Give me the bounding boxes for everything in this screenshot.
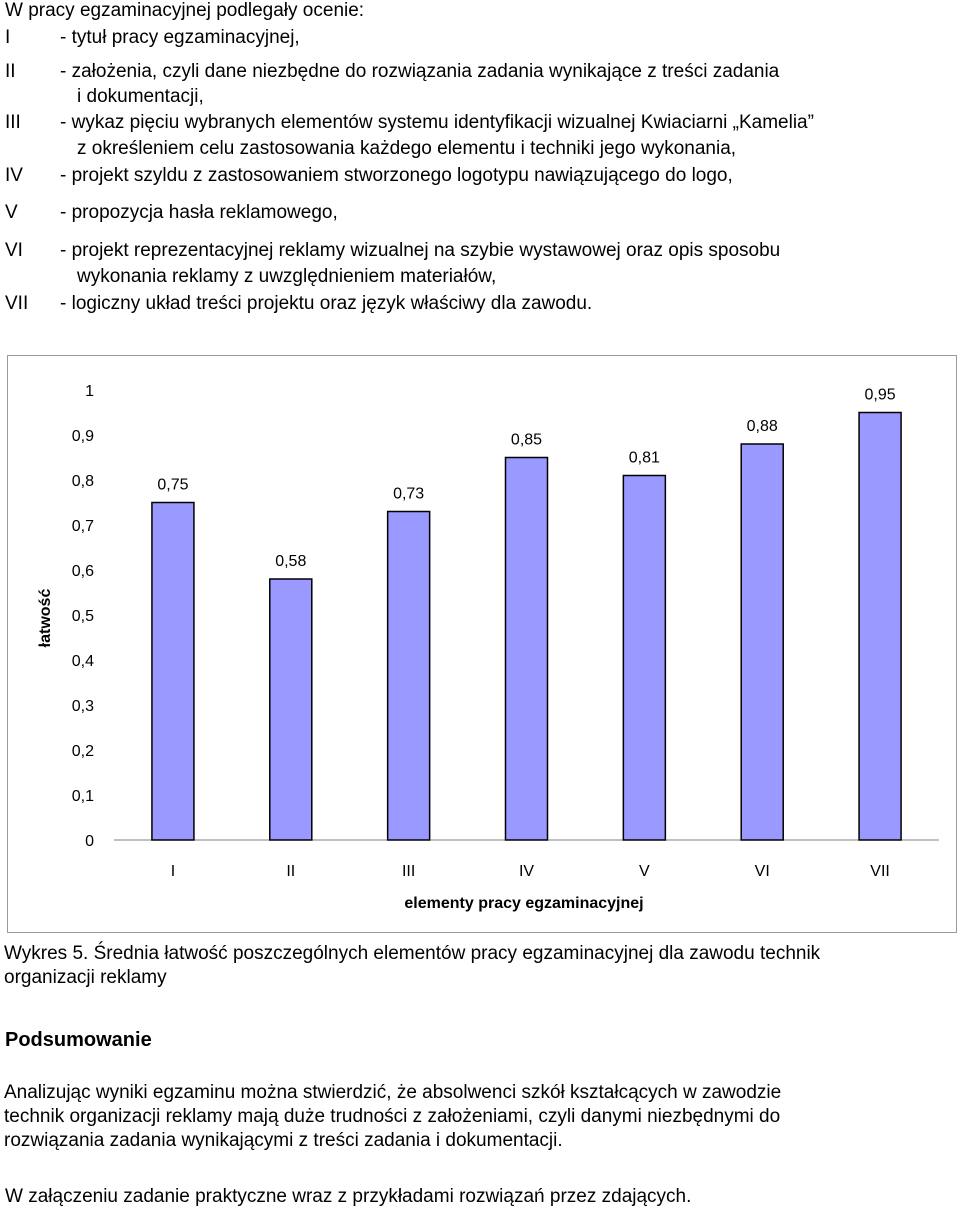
x-tick-label: VI [754, 863, 770, 880]
intro-text: W pracy egzaminacyjnej podlegały ocenie: [5, 0, 365, 21]
bar [623, 476, 665, 841]
criteria-text: - założenia, czyli dane niezbędne do rozwiązania zadania wynikające z treści zadania [60, 61, 780, 82]
x-tick-label: I [170, 863, 176, 880]
chart-caption [4, 942, 934, 990]
bar-value-label: 0,88 [746, 418, 778, 435]
y-tick-label: 0,5 [71, 608, 94, 625]
criteria-text: z określeniem celu zastosowania każdego elementu i techniki jego wykonania, [77, 138, 737, 159]
criteria-number: III [5, 112, 21, 133]
bar-value-label: 0,58 [275, 553, 307, 570]
criteria-text: - projekt szyldu z zastosowaniem stworzonego logotypu nawiązującego do logo, [60, 165, 733, 186]
summary-heading: Podsumowanie [5, 1029, 152, 1051]
summary-line: Analizując wyniki egzaminu można stwierdzić, że absolwenci szkół kształcących w zawodzie [4, 1082, 782, 1103]
y-tick-label: 0,9 [71, 428, 94, 445]
bar-value-label: 0,85 [510, 431, 543, 449]
y-tick-label: 0,4 [71, 653, 94, 670]
y-axis-label: łatwość [37, 588, 54, 648]
x-tick-labels [171, 863, 890, 880]
bar-value-label: 0,81 [628, 449, 660, 467]
bars [152, 413, 901, 841]
criteria-number: I [5, 27, 11, 48]
bar-value-label: 0,73 [393, 485, 425, 503]
bar [859, 413, 901, 841]
criteria-text: - propozycja hasła reklamowego, [60, 202, 338, 223]
bar [388, 512, 430, 841]
bar-value-label: 0,75 [157, 476, 189, 494]
bar [506, 458, 548, 841]
criteria-text: - wykaz pięciu wybranych elementów systemu identyfikacji wizualnej Kwiaciarni „Kamelia” [60, 112, 814, 133]
y-tick-label: 0,8 [71, 473, 94, 490]
summary-line: technik organizacji reklamy mają duże trudności z założeniami, czyli danymi niezbędnymi do [4, 1106, 781, 1127]
summary-paragraph [4, 1081, 934, 1153]
x-tick-label: IV [518, 863, 535, 880]
criteria-number: VII [5, 293, 29, 314]
criteria-text: - logiczny układ treści projektu oraz język właściwy dla zawodu. [60, 293, 593, 314]
criteria-number: II [5, 61, 16, 82]
summary-line: rozwiązania zadania wynikającymi z treści zadania i dokumentacji. [4, 1130, 563, 1151]
y-tick-label: 0,6 [71, 563, 94, 580]
chart-frame [7, 355, 957, 933]
criteria-number: VI [5, 240, 23, 261]
criteria-text: - tytuł pracy egzaminacyjnej, [60, 27, 300, 48]
criteria-number: IV [5, 165, 23, 186]
bar [152, 503, 194, 841]
y-tick-label: 0,7 [71, 518, 94, 535]
appendix-note: W załączeniu zadanie praktyczne wraz z przykładami rozwiązań przez zdających. [5, 1186, 692, 1207]
caption-line: organizacji reklamy [4, 967, 167, 988]
y-tick-label: 0,3 [71, 698, 94, 715]
criteria-text: i dokumentacji, [77, 86, 204, 107]
caption-line: Wykres 5. Średnia łatwość poszczególnych elementów pracy egzaminacyjnej dla zawodu technik [4, 943, 821, 964]
y-tick-label: 0,2 [71, 743, 94, 760]
x-tick-label: VII [870, 863, 890, 880]
bar [741, 444, 783, 840]
bar [270, 579, 312, 840]
x-tick-label: III [401, 863, 416, 880]
criteria-text: wykonania reklamy z uwzględnieniem materiałów, [77, 266, 497, 287]
bar-value-label: 0,95 [864, 386, 896, 404]
bar-chart [8, 356, 956, 932]
y-tick-labels [72, 383, 94, 850]
x-tick-label: II [286, 863, 296, 880]
y-tick-label: 1 [85, 383, 94, 400]
x-axis-label: elementy pracy egzaminacyjnej [404, 895, 644, 912]
criteria-text: - projekt reprezentacyjnej reklamy wizualnej na szybie wystawowej oraz opis sposobu [60, 240, 781, 261]
y-tick-label: 0 [85, 833, 94, 850]
y-tick-label: 0,1 [71, 788, 94, 805]
x-tick-label: V [639, 863, 650, 880]
criteria-number: V [5, 202, 18, 223]
